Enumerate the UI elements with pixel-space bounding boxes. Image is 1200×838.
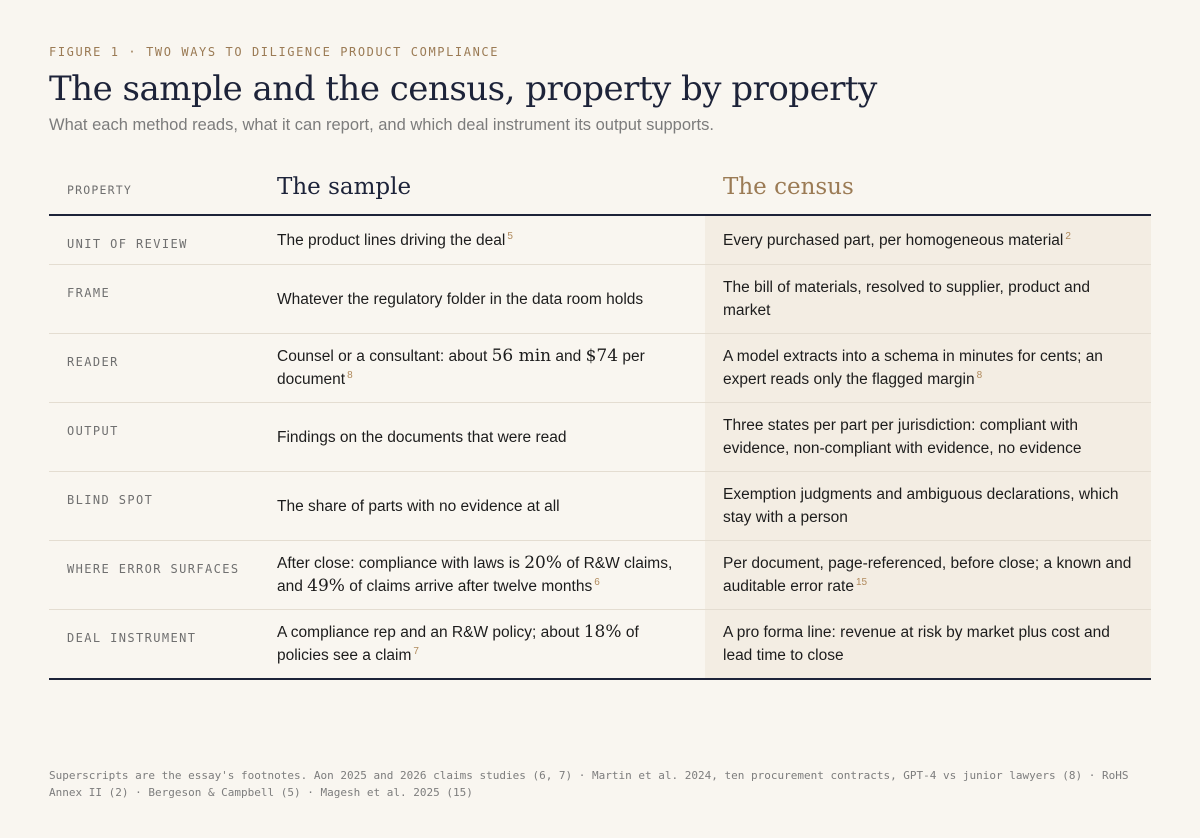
footnote-ref[interactable]: 5 [507,230,513,242]
cell-text: Counsel or a consultant: about [277,348,492,365]
census-cell [705,265,1151,334]
figure [49,44,1151,664]
sample-cell [259,334,705,403]
footnote-ref[interactable]: 7 [413,646,419,657]
footnote-ref[interactable]: 8 [347,370,353,381]
cell-text: Per document, page-referenced, before close; a known and auditable error rate [723,555,1132,595]
cell-text: per document [277,348,645,388]
stat-value: $74 [585,346,619,366]
cell-text: Whatever the regulatory folder in the data room holds [277,290,644,308]
figure-eyebrow: FIGURE 1 · TWO WAYS TO DILIGENCE PRODUCT COMPLIANCE [49,45,500,59]
cell-text: of policies see a claim [277,624,639,664]
sample-cell [259,541,705,610]
cell-text: of claims arrive after twelve months [344,578,593,595]
stat-value: 56 min [491,346,552,366]
property-label: OUTPUT [49,403,259,472]
table-row [49,403,1151,472]
table-row [49,265,1151,334]
cell-text: The product lines driving the deal [277,231,506,249]
header-property: PROPERTY [49,160,259,215]
cell-text: Exemption judgments and ambiguous declarations, which stay with a person [723,486,1119,526]
sample-cell [259,472,705,541]
header-sample: The sample [259,160,705,215]
property-label: READER [49,334,259,403]
census-cell [705,215,1151,265]
sample-cell [259,403,705,472]
footnote-ref[interactable]: 8 [976,370,983,381]
property-label: DEAL INSTRUMENT [49,610,259,680]
stat-value: 20% [524,553,563,573]
figure-footnote: Superscripts are the essay's footnotes. Aon 2025 and 2026 claims studies (6, 7) · Martin et al. 2024, ten procurement contracts, GPT-4 vs junior lawyers (8) · RoHS Annex II (2) · Bergeson & Campbell (5) · Magesh et al. 2025 (15) [49,769,1129,799]
cell-text: The bill of materials, resolved to supplier, product and market [723,279,1091,319]
sample-cell [259,610,705,680]
census-cell [705,541,1151,610]
cell-text: A compliance rep and an R&W policy; about [277,624,584,641]
table-row [49,472,1151,541]
footnote-ref[interactable]: 2 [1065,230,1071,242]
footnote-ref[interactable]: 6 [594,577,600,588]
table-row [49,610,1151,680]
figure-title: The sample and the census, property by property [49,69,877,109]
cell-text: of R&W claims, and [277,555,673,595]
sample-cell [259,265,705,334]
footnote-ref[interactable]: 15 [855,577,868,588]
header-census: The census [705,160,1151,215]
cell-text: A model extracts into a schema in minutes for cents; an expert reads only the flagged margin [723,348,1103,388]
sample-cell [259,215,705,265]
comparison-table [49,160,1151,680]
stat-value: 18% [583,622,622,642]
property-label: WHERE ERROR SURFACES [49,541,259,610]
figure-subtitle: What each method reads, what it can report, and which deal instrument its output supports. [49,116,714,134]
census-cell [705,472,1151,541]
cell-text: A pro forma line: revenue at risk by market plus cost and lead time to close [723,624,1110,664]
cell-text: Every purchased part, per homogeneous material [723,231,1064,249]
cell-text: The share of parts with no evidence at all [277,497,560,515]
cell-text: and [551,348,586,365]
table-header-row [49,160,1151,215]
census-cell [705,610,1151,680]
census-cell [705,403,1151,472]
cell-text: Three states per part per jurisdiction: compliant with evidence, non-compliant with evidence, no evidence [723,417,1082,457]
table-row [49,334,1151,403]
table-row [49,215,1151,265]
table-row [49,541,1151,610]
property-label: BLIND SPOT [49,472,259,541]
property-label: UNIT OF REVIEW [49,215,259,265]
census-cell [705,334,1151,403]
stat-value: 49% [307,576,345,596]
cell-text: After close: compliance with laws is [277,555,525,572]
property-label: FRAME [49,265,259,334]
cell-text: Findings on the documents that were read [277,428,567,446]
